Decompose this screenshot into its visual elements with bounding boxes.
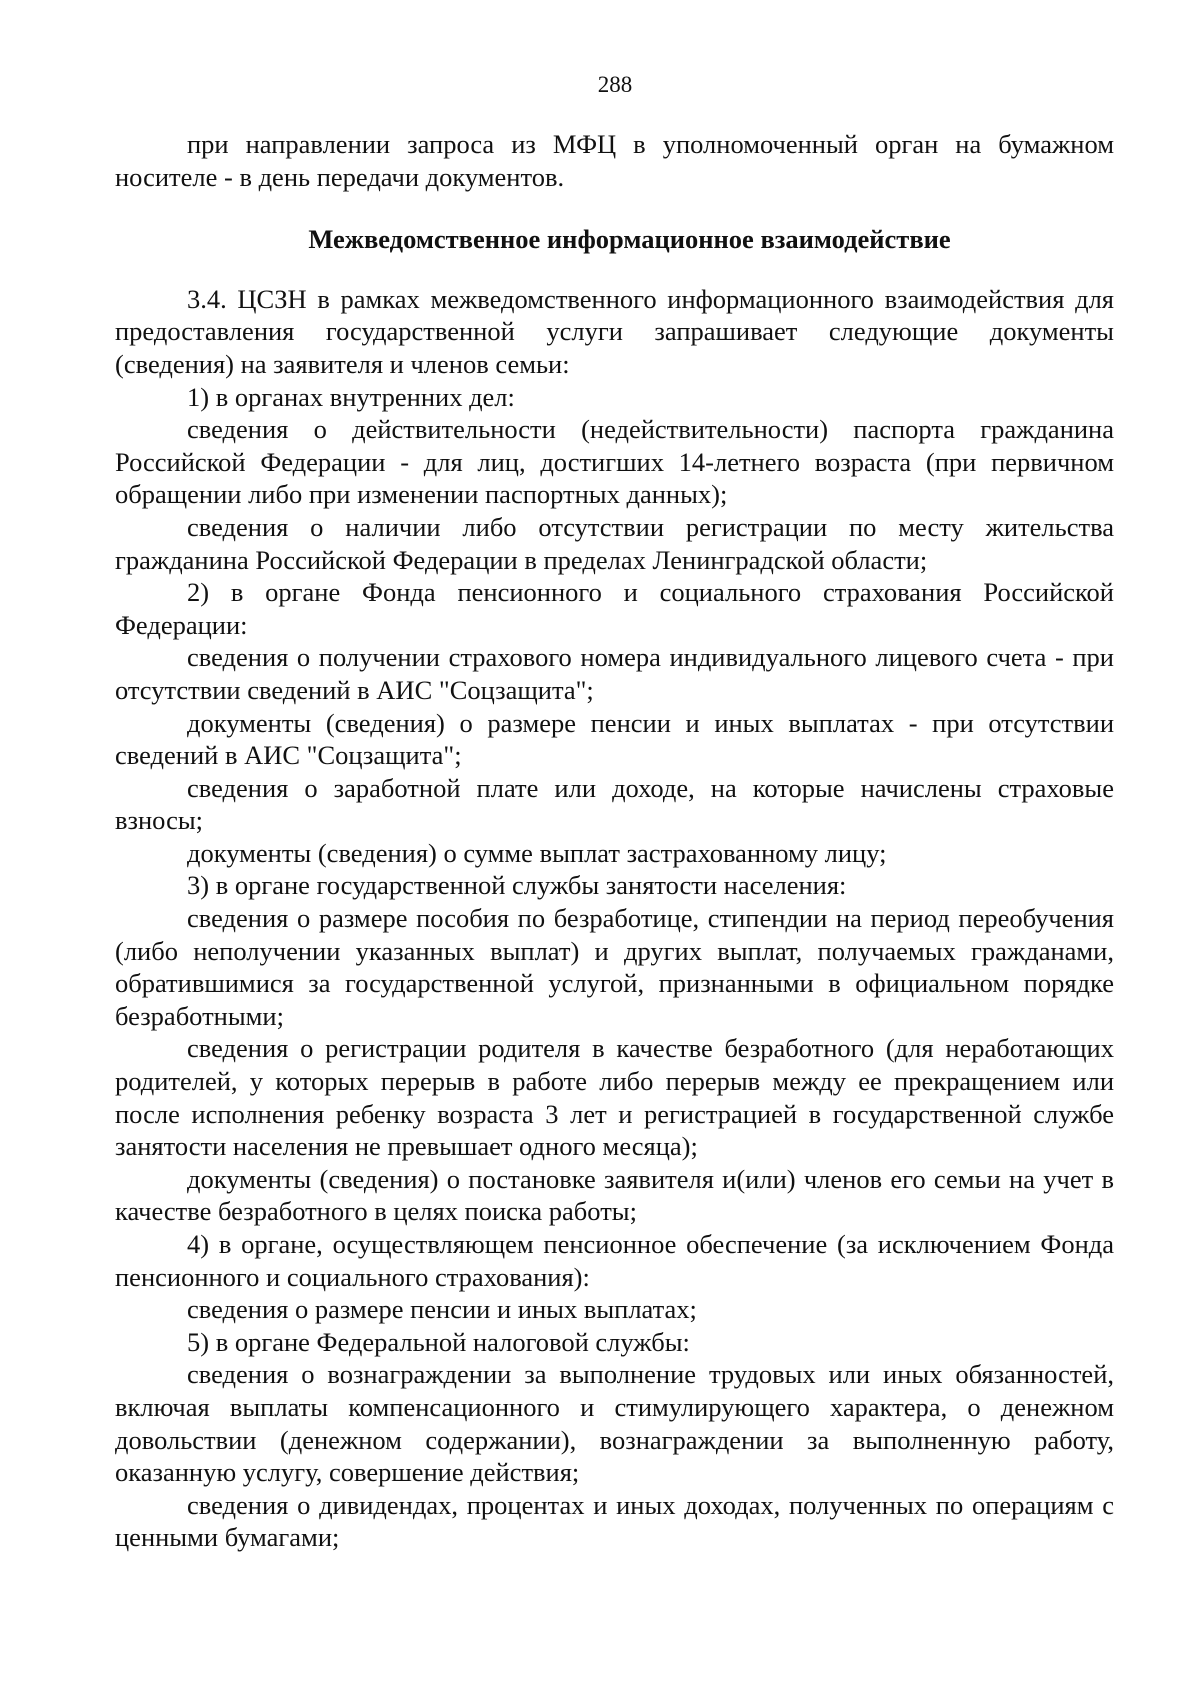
paragraph: 2) в органе Фонда пенсионного и социального страхования Российской Федерации: [115,577,1114,640]
section-heading: Межведомственное информационное взаимодействие [308,224,951,255]
paragraph: 3) в органе государственной службы занятости населения: [187,870,847,901]
page-number: 288 [597,72,633,97]
paragraph: 1) в органах внутренних дел: [187,381,515,412]
paragraph: сведения о регистрации родителя в качестве безработного (для неработающих родителей, у которых перерыв в работе либо перерыв между ее прекращением или после исполнения ребенку возраста 3 лет и регистрацией в государственной службе занятости населения не превышает одного месяца); [115,1033,1114,1162]
paragraph: сведения о размере пособия по безработице, стипендии на период переобучения (либо неполучении указанных выплат) и других выплат, получаемых гражданами, обратившимися за государственной услугой, признанными в официальном порядке безработными; [115,903,1114,1031]
paragraph: сведения о действительности (недействительности) паспорта гражданина Российской Федерации - для лиц, достигших 14-летнего возраста (при первичном обращении либо при изменении паспортных данных); [115,414,1114,510]
paragraph: 5) в органе Федеральной налоговой службы: [187,1326,690,1357]
paragraph: при направлении запроса из МФЦ в уполномоченный орган на бумажном носителе - в день передачи документов. [115,129,1114,192]
paragraph: документы (сведения) о размере пенсии и иных выплатах - при отсутствии сведений в АИС "Соцзащита"; [115,707,1114,771]
paragraph: сведения о получении страхового номера индивидуального лицевого счета - при отсутствии сведений в АИС "Соцзащита"; [115,642,1114,705]
paragraph: сведения о заработной плате или доходе, на которые начислены страховые взносы; [115,772,1114,836]
paragraph: сведения о размере пенсии и иных выплатах; [187,1294,697,1325]
paragraph: сведения о дивидендах, процентах и иных доходах, полученных по операциям с ценными бумагами; [115,1489,1114,1553]
paragraph: 4) в органе, осуществляющем пенсионное обеспечение (за исключением Фонда пенсионного и социального страхования): [115,1229,1114,1292]
paragraph: документы (сведения) о постановке заявителя и(или) членов его семьи на учет в качестве безработного в целях поиска работы; [115,1163,1114,1227]
page-content [115,128,1114,1554]
paragraph: сведения о наличии либо отсутствии регистрации по месту жительства гражданина Российской Федерации в пределах Ленинградской области; [115,511,1114,575]
paragraph: сведения о вознаграждении за выполнение трудовых или иных обязанностей, включая выплаты компенсационного и стимулирующего характера, о денежном довольствии (денежном содержании), вознаграждении за выполненную работу, оказанную услугу, совершение действия; [115,1359,1114,1488]
paragraph: 3.4. ЦСЗН в рамках межведомственного информационного взаимодействия для предоставления государственной услуги запрашивает следующие документы (сведения) на заявителя и членов семьи: [115,283,1114,379]
paragraph: документы (сведения) о сумме выплат застрахованному лицу; [187,837,887,868]
